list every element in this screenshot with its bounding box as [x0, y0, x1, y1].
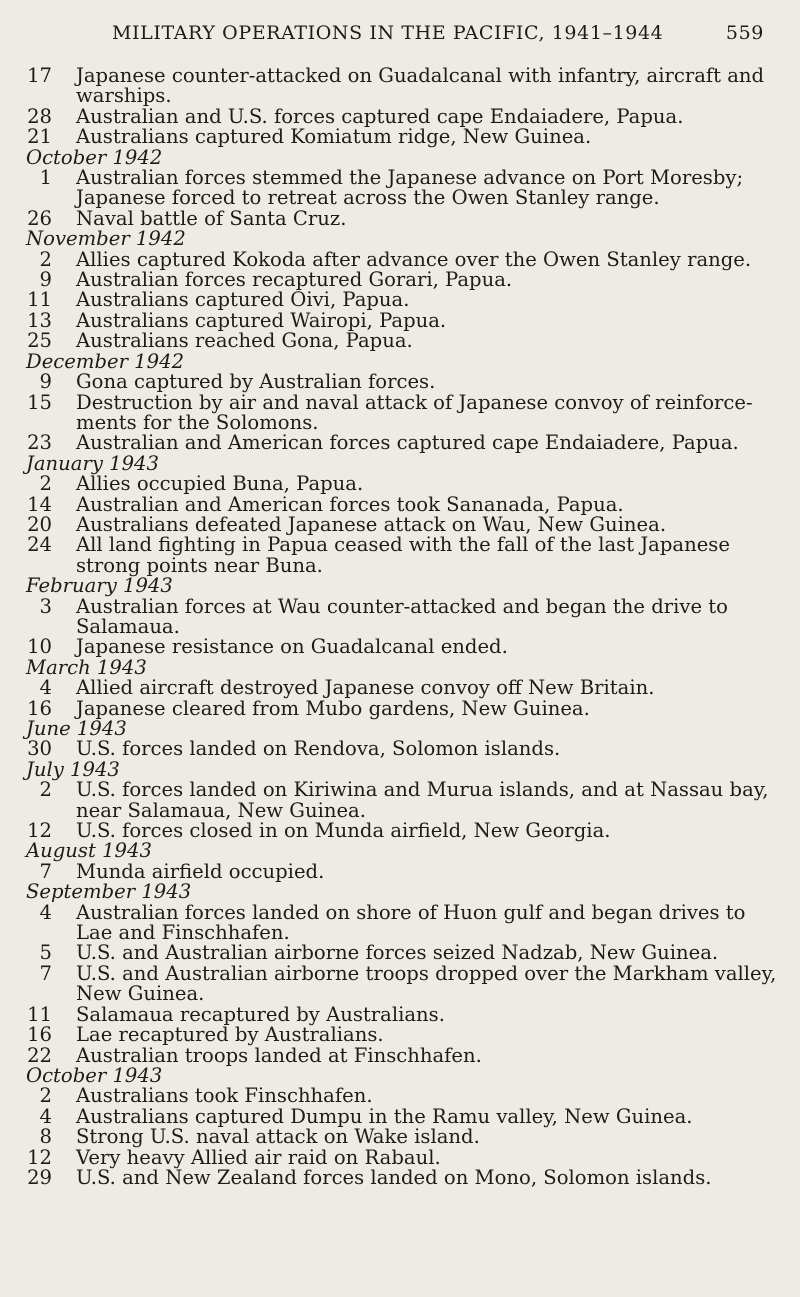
entry-day: 10	[27, 635, 52, 659]
entry-text: U.S. and New Zealand forces landed on Mono, Solomon islands.	[76, 1165, 712, 1189]
chronology-list	[16, 66, 786, 1188]
chronology-entry	[16, 780, 786, 821]
entry-day: 13	[27, 308, 52, 332]
entry-day: 30	[27, 737, 52, 761]
chronology-entry	[16, 127, 786, 147]
entry-text: Australians defeated Japanese attack on Wau, New Guinea.	[76, 512, 667, 536]
month-heading: October 1943	[26, 1063, 163, 1087]
entry-text: Australian forces at Wau counter-attacked and began the drive to Salamaua.	[76, 594, 728, 638]
entry-text: Australian and American forces took Sananada, Papua.	[76, 492, 624, 516]
chronology-entry	[16, 678, 786, 698]
entry-text: Gona captured by Australian forces.	[76, 370, 436, 394]
month-heading: October 1942	[26, 145, 163, 169]
entry-day: 12	[27, 819, 52, 843]
entry-day: 23	[27, 431, 52, 455]
chronology-entry	[16, 1043, 786, 1067]
chronology-entry	[16, 821, 786, 841]
month-heading: December 1942	[26, 349, 185, 373]
month-heading: September 1943	[26, 880, 192, 904]
month-heading: January 1943	[26, 451, 159, 475]
entry-text: U.S. and Australian airborne forces seized Nadzab, New Guinea.	[76, 941, 719, 965]
entry-day: 15	[27, 390, 52, 414]
entry-text: Australians took Finschhafen.	[76, 1084, 373, 1108]
chronology-entry	[16, 1025, 786, 1045]
entry-day: 25	[27, 329, 52, 353]
entry-day: 11	[27, 1002, 52, 1026]
entry-day: 16	[27, 1023, 52, 1047]
entry-text: Allies captured Kokoda after advance over the Owen Stanley range.	[76, 247, 752, 271]
entry-text: Australian forces stemmed the Japanese advance on Port Moresby; Japanese forced to retreat across the Owen Stanley range.	[76, 166, 744, 210]
month-heading: November 1942	[26, 227, 186, 251]
chronology-entry	[16, 594, 786, 638]
entry-text: Australian and American forces captured cape Endaiadere, Papua.	[76, 431, 739, 455]
chronology-entry	[16, 66, 786, 107]
entry-day: 29	[27, 1165, 52, 1189]
running-header	[112, 22, 764, 50]
chronology-entry	[16, 900, 786, 945]
chronology-entry	[16, 270, 786, 290]
chronology-entry	[16, 961, 786, 1006]
entry-text: Strong U.S. naval attack on Wake island.	[76, 1125, 480, 1149]
entry-text: Allied aircraft destroyed Japanese convoy off New Britain.	[76, 676, 655, 700]
entry-text: All land fighting in Papua ceased with the fall of the last Japanese strong points near Buna.	[76, 533, 730, 577]
entry-day: 22	[27, 1043, 52, 1067]
running-title: MILITARY OPERATIONS IN THE PACIFIC, 1941–1944	[112, 22, 664, 44]
chronology-entry	[16, 492, 786, 516]
entry-day: 14	[27, 492, 52, 516]
entry-day: 21	[27, 125, 52, 149]
entry-day: 4	[39, 676, 52, 700]
entry-day: 17	[27, 64, 52, 87]
chronology-entry	[16, 943, 786, 963]
entry-day: 24	[27, 533, 52, 557]
chronology-entry	[16, 308, 786, 332]
chronology-entry	[16, 1002, 786, 1026]
entry-text: Japanese resistance on Guadalcanal ended.	[76, 635, 508, 659]
entry-day: 16	[27, 696, 52, 720]
chronology-entry	[16, 1086, 786, 1106]
entry-text: Japanese cleared from Mubo gardens, New Guinea.	[76, 696, 590, 720]
entry-day: 1	[39, 166, 52, 190]
chronology-entry	[16, 1165, 786, 1189]
entry-day: 4	[39, 1104, 52, 1128]
entry-day: 9	[39, 268, 52, 292]
entry-text: Very heavy Allied air raid on Rabaul.	[76, 1145, 441, 1169]
entry-text: Australians captured Oivi, Papua.	[76, 288, 410, 312]
chronology-entry	[16, 1145, 786, 1169]
entry-day: 8	[39, 1125, 52, 1149]
entry-text: Naval battle of Santa Cruz.	[76, 206, 347, 230]
entry-text: Lae recaptured by Australians.	[76, 1023, 384, 1047]
entry-day: 7	[39, 859, 52, 883]
entry-text: U.S. forces landed on Rendova, Solomon islands.	[76, 737, 561, 761]
chronology-entry	[16, 1104, 786, 1128]
entry-day: 4	[39, 900, 52, 924]
month-heading: August 1943	[26, 839, 152, 863]
chronology-entry	[16, 1127, 786, 1147]
entry-day: 5	[39, 941, 52, 965]
chronology-entry	[16, 247, 786, 271]
entry-day: 12	[27, 1145, 52, 1169]
entry-text: Munda airfield occupied.	[76, 859, 325, 883]
entry-text: U.S. and Australian airborne troops dropped over the Markham valley, New Guinea.	[76, 961, 777, 1006]
entry-text: Destruction by air and naval attack of Japanese convoy of reinforce-ments for the Solomons.	[76, 390, 753, 434]
entry-text: Salamaua recaptured by Australians.	[76, 1002, 445, 1026]
entry-text: Australian troops landed at Finschhafen.	[76, 1043, 482, 1067]
entry-text: Japanese counter-attacked on Guadalcanal with infantry, aircraft and warships.	[76, 64, 765, 108]
entry-text: Australian forces recaptured Gorari, Papua.	[76, 268, 513, 292]
entry-text: Australians captured Komiatum ridge, New Guinea.	[76, 125, 592, 149]
entry-day: 3	[39, 594, 52, 618]
entry-day: 20	[27, 512, 52, 536]
page-number: 559	[725, 22, 764, 44]
entry-day: 2	[39, 1084, 52, 1108]
entry-text: U.S. forces closed in on Munda airfield, New Georgia.	[76, 819, 611, 843]
chronology-entry	[16, 696, 786, 720]
entry-text: Australians captured Wairopi, Papua.	[76, 308, 447, 332]
chronology-entry	[16, 168, 786, 209]
entry-day: 2	[39, 247, 52, 271]
entry-day: 26	[27, 206, 52, 230]
chronology-entry	[16, 739, 786, 759]
entry-day: 9	[39, 370, 52, 394]
chronology-entry	[16, 512, 786, 536]
month-heading: July 1943	[26, 757, 120, 781]
chronology-entry	[16, 859, 786, 883]
chronology-entry	[16, 331, 786, 351]
chronology-entry	[16, 474, 786, 494]
month-heading: March 1943	[26, 655, 147, 679]
chronology-entry	[16, 290, 786, 310]
chronology-entry	[16, 535, 786, 576]
chronology-entry	[16, 637, 786, 657]
month-heading: February 1943	[26, 574, 173, 598]
entry-day: 2	[39, 472, 52, 496]
entry-text: Australians reached Gona, Papua.	[76, 329, 413, 353]
entry-day: 11	[27, 288, 52, 312]
entry-day: 28	[27, 104, 52, 128]
chronology-entry	[16, 390, 786, 434]
chronology-entry	[16, 372, 786, 392]
chronology-entry	[16, 104, 786, 128]
entry-text: Australians captured Dumpu in the Ramu valley, New Guinea.	[76, 1104, 693, 1128]
chronology-entry	[16, 433, 786, 453]
entry-day: 2	[39, 778, 52, 802]
entry-text: U.S. forces landed on Kiriwina and Murua islands, and at Nassau bay, near Salamaua, New Guinea.	[76, 778, 769, 822]
entry-text: Australian and U.S. forces captured cape Endaiadere, Papua.	[76, 104, 684, 128]
entry-text: Australian forces landed on shore of Huon gulf and began drives to Lae and Finschhafen.	[76, 900, 746, 945]
entry-text: Allies occupied Buna, Papua.	[76, 472, 364, 496]
entry-day: 7	[39, 961, 52, 985]
chronology-entry	[16, 206, 786, 230]
month-heading: June 1943	[26, 717, 127, 740]
